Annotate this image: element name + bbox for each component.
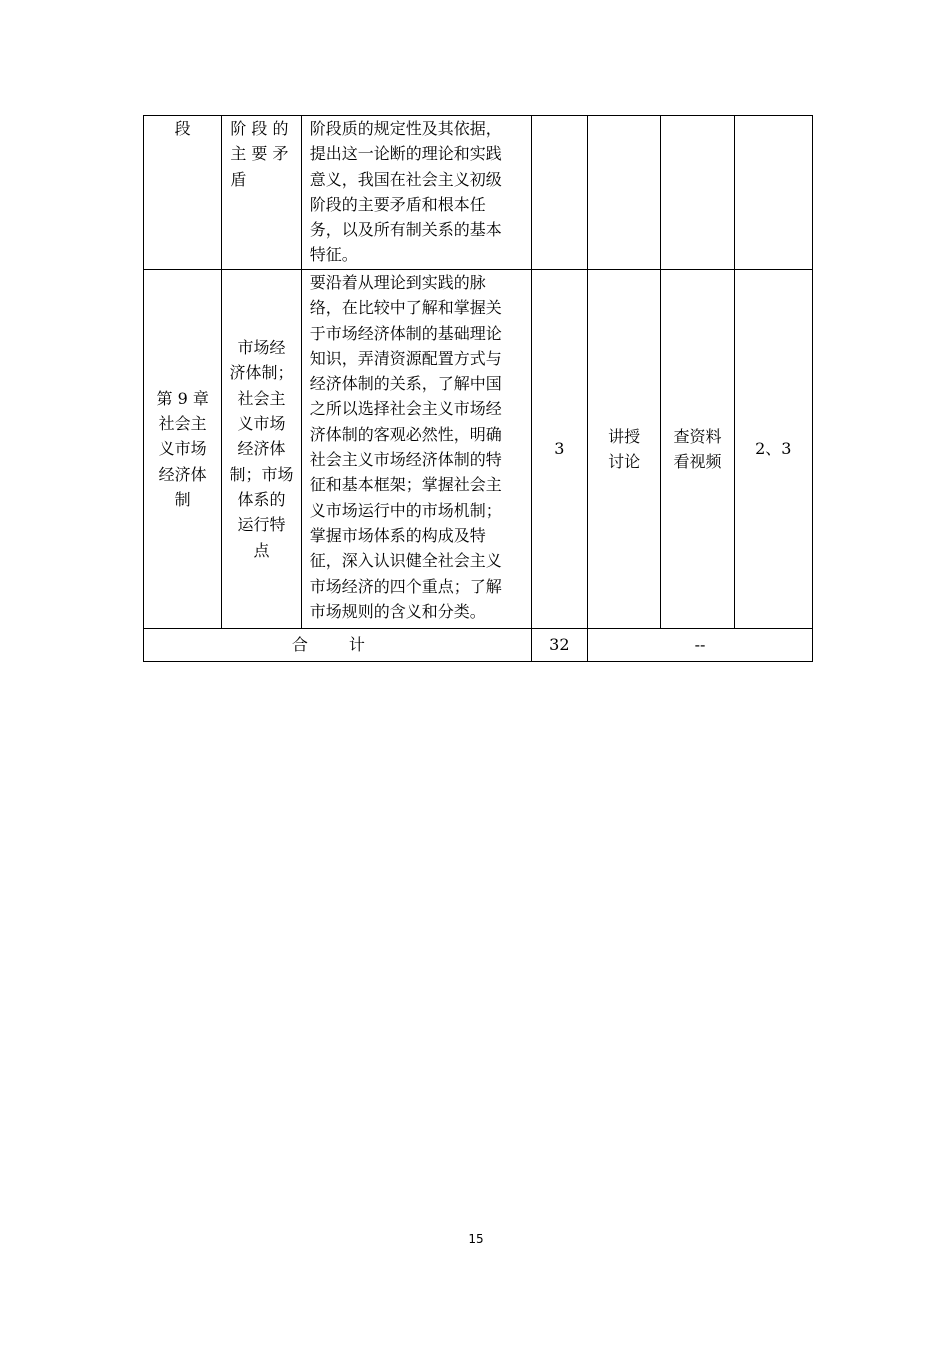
cell-line: 知识，弄清资源配置方式与 (309, 348, 502, 368)
table-row (144, 270, 813, 629)
cell-line: 制；市场 (229, 464, 294, 484)
cell-line: 掌握市场体系的构成及特 (309, 525, 486, 545)
cell-line: 义市场 (237, 414, 286, 434)
cell-line: 社会主 (237, 388, 286, 408)
cell-line: 阶段的主要矛盾和根本任 (309, 194, 486, 214)
syllabus-table (143, 115, 813, 662)
cell-line: 要沿着从理论到实践的脉 (309, 273, 486, 292)
cell-line: 经济体 (237, 439, 286, 459)
objectives-cell: 2、3 (734, 270, 812, 629)
chapter-cell (144, 270, 222, 629)
hours-cell: 3 (531, 270, 587, 629)
cell-line: 制 (174, 489, 191, 509)
topic-cell (222, 270, 301, 629)
cell-line: 看视频 (673, 452, 722, 471)
cell-line: 提出这一论断的理论和实践 (309, 144, 502, 164)
total-label: 合 计 (144, 629, 532, 662)
cell-line: 济体制； (229, 363, 294, 383)
page-number: 15 (468, 1232, 484, 1246)
cell-line: 讲授 (608, 426, 641, 446)
cell-line: 段 (174, 119, 191, 138)
cell-line: 之所以选择社会主义市场经 (309, 399, 502, 419)
cell-line: 意义，我国在社会主义初级 (309, 169, 502, 189)
self-study-cell (661, 270, 734, 629)
cell-line: 社会主义市场经济体制的特 (309, 450, 502, 470)
table-row (144, 116, 813, 270)
total-rest: -- (587, 629, 812, 662)
chapter-cell (144, 116, 222, 270)
content-cell (301, 116, 531, 270)
hours-cell (531, 116, 587, 270)
cell-line: 阶段质的规定性及其依据， (309, 119, 502, 138)
method-cell (587, 116, 660, 270)
topic-cell (222, 116, 301, 270)
cell-line: 点 (253, 540, 270, 560)
cell-line: 盾 (230, 169, 247, 189)
cell-line: 运行特 (237, 515, 286, 535)
cell-line: 讨论 (608, 452, 641, 471)
cell-line: 社会主 (158, 414, 207, 434)
cell-line: 阶 段 的 (230, 119, 289, 138)
cell-line: 经济体制的关系，了解中国 (309, 374, 502, 394)
cell-line: 于市场经济体制的基础理论 (309, 323, 502, 343)
cell-line: 务，以及所有制关系的基本 (309, 220, 502, 240)
cell-line: 征，深入认识健全社会主义 (309, 551, 502, 571)
self-study-cell (661, 116, 734, 270)
cell-line: 市场经 (237, 338, 286, 358)
cell-line: 特征。 (309, 245, 358, 265)
cell-line: 市场经济的四个重点；了解 (309, 576, 502, 596)
cell-line: 征和基本框架；掌握社会主 (309, 475, 502, 495)
total-row (144, 629, 813, 662)
cell-line: 义市场运行中的市场机制； (309, 500, 502, 520)
cell-line: 体系的 (237, 489, 286, 509)
cell-line: 第 9 章 (156, 388, 209, 408)
method-cell (587, 270, 660, 629)
cell-line: 经济体 (158, 464, 207, 484)
cell-line: 络，在比较中了解和掌握关 (309, 298, 502, 318)
cell-line: 主 要 矛 (230, 144, 289, 164)
objectives-cell (734, 116, 812, 270)
cell-line: 市场规则的含义和分类。 (309, 601, 486, 621)
cell-line: 查资料 (673, 426, 722, 446)
total-hours: 32 (531, 629, 587, 662)
cell-line: 济体制的客观必然性，明确 (309, 424, 502, 444)
content-cell (301, 270, 531, 629)
cell-line: 义市场 (158, 439, 207, 459)
